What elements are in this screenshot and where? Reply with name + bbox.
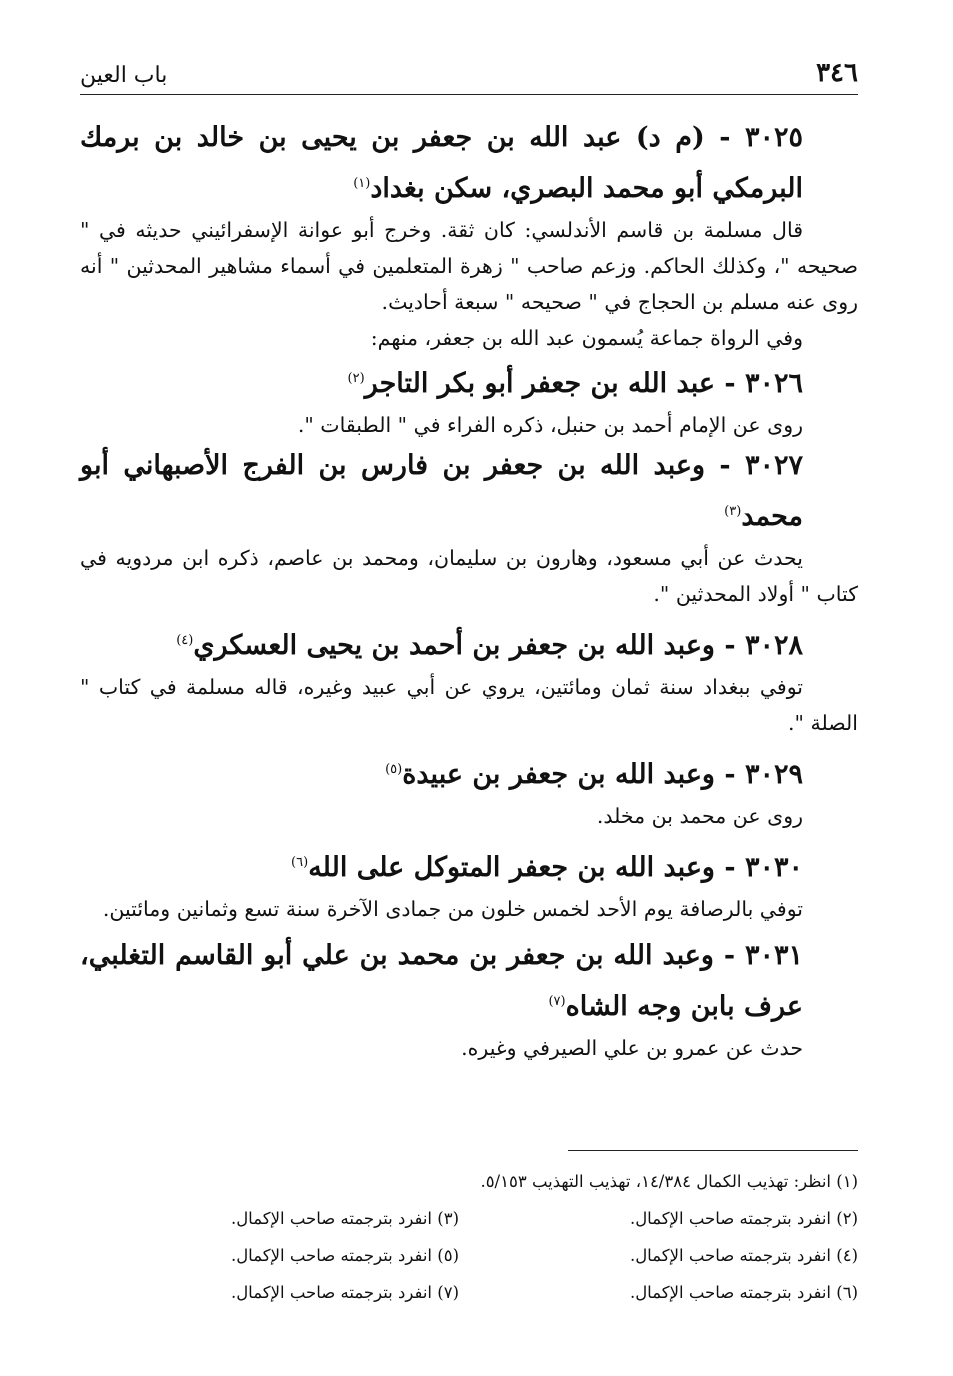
entry-title: ٣٠٣٠ - وعبد الله بن جعفر المتوكل على الله$^{(٦)}$ (291, 852, 803, 883)
footnote-mark: (٦) (291, 855, 309, 870)
footnote-3: (٣) انفرد بترجمته صاحب الإكمال. (230, 1209, 459, 1228)
entry-text-note: وفي الرواة جماعة يُسمون عبد الله بن جعفر، منهم: (370, 326, 803, 350)
entry-text: حدث عن عمرو بن علي الصيرفي وغيره. (461, 1036, 803, 1060)
footnote-mark: (٥) (385, 762, 403, 777)
entry-title: ٣٠٣١ - وعبد الله بن جعفر بن محمد بن علي أبو القاسم التغلبي، عرف بابن وجه الشاه$^{(٧)}$ (80, 940, 803, 1022)
footnote-1: (١) انظر: تهذيب الكمال ١٤/٣٨٤، تهذيب التهذيب ٥/١٥٣. (480, 1172, 858, 1191)
entry-3031 (80, 933, 858, 1066)
footnotes (80, 1150, 858, 1311)
chapter-title: باب العين (80, 63, 168, 88)
entry-text: روى عن محمد بن مخلد. (596, 804, 803, 828)
footnote-divider (568, 1150, 858, 1151)
entry-3028 (80, 618, 858, 741)
entry-text: توفي ببغداد سنة ثمان ومائتين، يروي عن أبي عبيد وغيره، قاله مسلمة في كتاب " الصلة ". (80, 675, 858, 735)
entry-3025 (80, 115, 858, 356)
entry-3026 (80, 356, 858, 443)
main-text (80, 115, 858, 1066)
entry-title: ٣٠٢٩ - وعبد الله بن جعفر بن عبيدة$^{(٥)}$ (385, 759, 803, 790)
footnote-4: (٤) انفرد بترجمته صاحب الإكمال. (629, 1246, 858, 1265)
footnote-grid (80, 1200, 858, 1311)
footnote-mark: (٧) (548, 994, 566, 1009)
entry-title: ٣٠٢٦ - عبد الله بن جعفر أبو بكر التاجر$^{(٢)}$ (347, 368, 803, 399)
footnote-2: (٢) انفرد بترجمته صاحب الإكمال. (629, 1209, 858, 1228)
entry-3027 (80, 443, 858, 612)
entry-text: روى عن الإمام أحمد بن حنبل، ذكره الفراء في " الطبقات ". (297, 413, 803, 437)
entry-title: ٣٠٢٨ - وعبد الله بن جعفر بن أحمد بن يحيى العسكري$^{(٤)}$ (176, 630, 803, 661)
footnote-6: (٦) انفرد بترجمته صاحب الإكمال. (629, 1283, 858, 1302)
footnote-5: (٥) انفرد بترجمته صاحب الإكمال. (230, 1246, 459, 1265)
entry-text: توفي بالرصافة يوم الأحد لخمس خلون من جمادى الآخرة سنة تسع وثمانين ومائتين. (102, 897, 803, 921)
entry-text: يحدث عن أبي مسعود، وهارون بن سليمان، ومحمد بن عاصم، ذكره ابن مردويه في كتاب " أولاد المحدثين ". (80, 546, 858, 606)
entry-title: ٣٠٢٧ - وعبد الله بن جعفر بن فارس بن الفرج الأصبهاني أبو محمد$^{(٣)}$ (80, 450, 803, 532)
entry-title: ٣٠٢٥ - (م د) عبد الله بن جعفر بن يحيى بن خالد بن برمك البرمكي أبو محمد البصري، سكن بغداد$^{(١)}$ (80, 122, 803, 204)
entry-3029 (80, 747, 858, 834)
footnote-mark: (١) (353, 176, 371, 191)
footnote-mark: (٢) (347, 371, 365, 386)
footnote-mark: (٤) (176, 633, 194, 648)
entry-text: قال مسلمة بن قاسم الأندلسي: كان ثقة. وخرج أبو عوانة الإسفرائيني حديثه في " صحيحه "، وكذلك الحاكم. وزعم صاحب " زهرة المتعلمين في أسماء مشاهير المحدثين " أنه روى عنه مسلم بن الحجاج في " صحيحه " سبعة أحاديث. (80, 218, 858, 314)
entry-3030 (80, 840, 858, 927)
footnote-mark: (٣) (724, 504, 742, 519)
footnote-7: (٧) انفرد بترجمته صاحب الإكمال. (230, 1283, 459, 1302)
page-number: ٣٤٦ (816, 58, 858, 88)
page-header (80, 55, 858, 95)
